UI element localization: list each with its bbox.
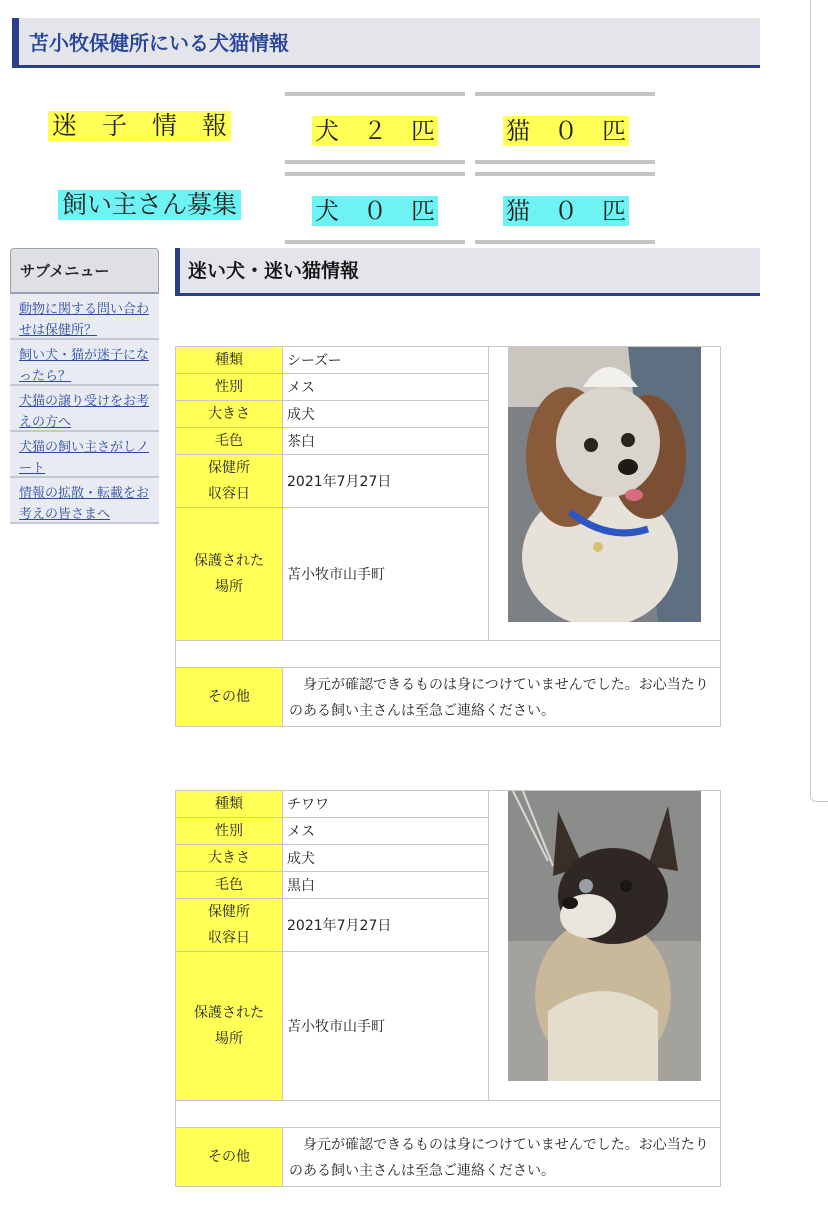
- adoption-cat-count: 猫 ０ 匹: [503, 196, 629, 226]
- submenu-link-inquiry[interactable]: 動物に関する問い合わせは保健所？: [19, 302, 150, 338]
- sex-value: メス: [283, 374, 489, 401]
- section-header: [175, 248, 760, 296]
- lost-dog-count-cell: [285, 92, 465, 164]
- note-value: 身元が確認できるものは身につけていませんでした。お心当たりのある飼い主さんは至急ご連絡ください。: [283, 1128, 721, 1187]
- breed-value: チワワ: [283, 791, 489, 818]
- submenu-list: [10, 294, 159, 524]
- submenu-title: サブメニュー: [20, 262, 110, 280]
- place-value: 苫小牧市山手町: [283, 952, 489, 1101]
- size-value: 成犬: [283, 401, 489, 428]
- animal-card: [175, 346, 721, 727]
- breed-label: 種類: [176, 347, 283, 374]
- lost-info-label: 迷 子 情 報: [48, 111, 231, 141]
- date-label: 保健所 収容日: [176, 455, 283, 508]
- color-label: 毛色: [176, 428, 283, 455]
- submenu-item-notebook: [10, 432, 159, 478]
- photo-cell: [489, 791, 721, 1101]
- color-value: 黒白: [283, 872, 489, 899]
- lost-dog-count: 犬 ２ 匹: [312, 116, 438, 146]
- shih-tzu-dog-photo: [508, 347, 701, 622]
- submenu-header: [10, 248, 159, 294]
- sex-value: メス: [283, 818, 489, 845]
- page-title: 苫小牧保健所にいる犬猫情報: [29, 31, 289, 55]
- page-header: [12, 18, 760, 68]
- other-label: その他: [176, 668, 283, 727]
- place-value: 苫小牧市山手町: [283, 508, 489, 641]
- adoption-cat-count-cell: [475, 172, 655, 244]
- color-value: 茶白: [283, 428, 489, 455]
- section-title: 迷い犬・迷い猫情報: [188, 260, 360, 282]
- adoption-dog-count: 犬 ０ 匹: [312, 196, 438, 226]
- date-value: 2021年7月27日: [283, 899, 489, 952]
- size-label: 大きさ: [176, 401, 283, 428]
- side-panel-edge: [810, 0, 828, 802]
- sex-label: 性別: [176, 818, 283, 845]
- submenu-item-inquiry: [10, 294, 159, 340]
- spacer-row: [176, 1101, 721, 1128]
- size-label: 大きさ: [176, 845, 283, 872]
- submenu-link-sharing[interactable]: 情報の拡散・転載をお考えの皆さまへ: [19, 486, 150, 522]
- date-value: 2021年7月27日: [283, 455, 489, 508]
- photo-cell: [489, 347, 721, 641]
- submenu-item-adoption: [10, 386, 159, 432]
- place-label: 保護された 場所: [176, 952, 283, 1101]
- sex-label: 性別: [176, 374, 283, 401]
- breed-label: 種類: [176, 791, 283, 818]
- spacer-row: [176, 641, 721, 668]
- submenu-link-notebook[interactable]: 犬猫の飼い主さがしノート: [19, 440, 150, 476]
- lost-cat-count: 猫 ０ 匹: [503, 116, 629, 146]
- adoption-label: 飼い主さん募集: [58, 190, 241, 220]
- date-label: 保健所 収容日: [176, 899, 283, 952]
- lost-cat-count-cell: [475, 92, 655, 164]
- size-value: 成犬: [283, 845, 489, 872]
- adoption-dog-count-cell: [285, 172, 465, 244]
- breed-value: シーズー: [283, 347, 489, 374]
- submenu-item-lost-pet: [10, 340, 159, 386]
- other-label: その他: [176, 1128, 283, 1187]
- submenu-link-adoption[interactable]: 犬猫の譲り受けをお考えの方へ: [19, 394, 150, 430]
- animal-card: [175, 790, 721, 1187]
- submenu-link-lost-pet[interactable]: 飼い犬・猫が迷子になったら？: [19, 348, 150, 384]
- color-label: 毛色: [176, 872, 283, 899]
- submenu-item-sharing: [10, 478, 159, 524]
- note-value: 身元が確認できるものは身につけていませんでした。お心当たりのある飼い主さんは至急ご連絡ください。: [283, 668, 721, 727]
- chihuahua-dog-photo: [508, 791, 701, 1081]
- place-label: 保護された 場所: [176, 508, 283, 641]
